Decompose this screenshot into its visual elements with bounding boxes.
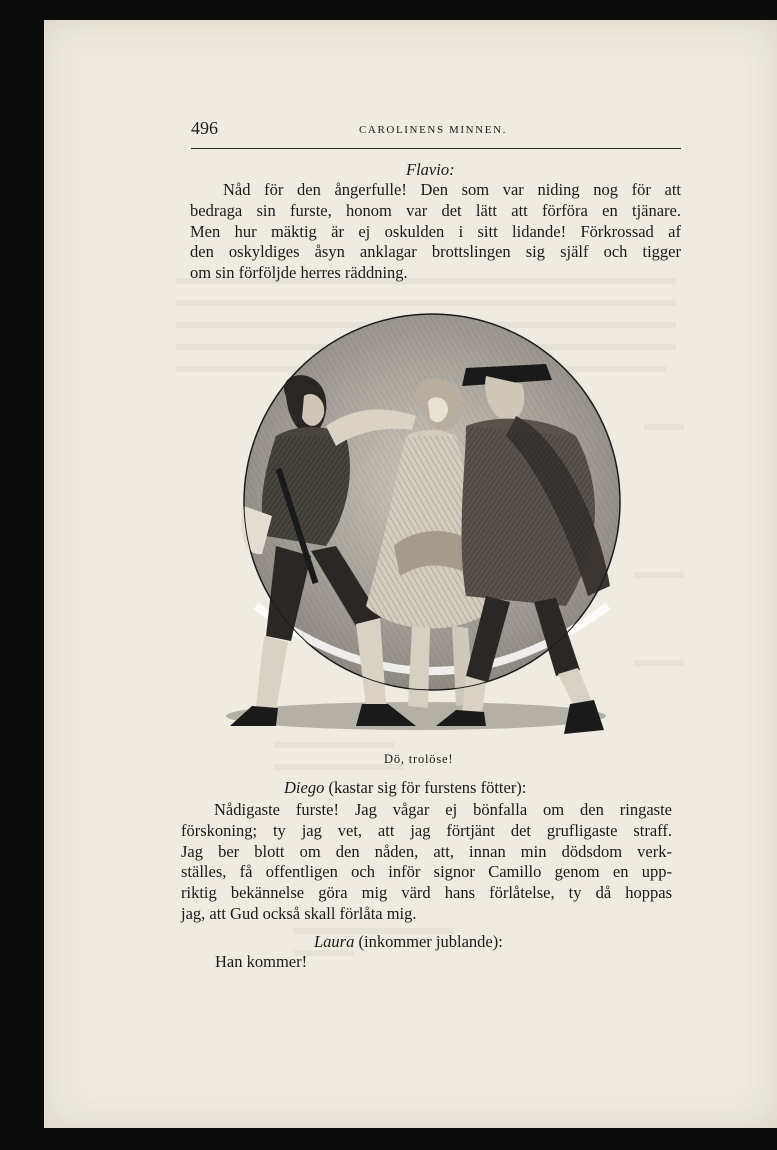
book-page	[44, 20, 777, 1128]
speech-line: om sin förföljde herres räddning.	[190, 263, 408, 283]
speech-line: riktig bekännelse göra mig värd hans förlåtelse, ty då hoppas	[181, 883, 672, 903]
speaker-laura: Laura	[314, 932, 355, 951]
figure-caption: Dö, trolöse!	[384, 752, 454, 766]
speech-line: den oskyldiges åsyn anklagar brottslingen sig själf och tigger	[190, 242, 681, 262]
speaker-diego: Diego	[284, 778, 325, 797]
page-header	[191, 118, 681, 149]
page-number: 496	[191, 118, 218, 138]
speech-line: förskoning; ty jag vet, att jag förtjänt det grufligaste straff.	[181, 820, 672, 840]
speech-line: Han kommer!	[215, 952, 308, 971]
stage-direction-laura: (inkommer jublande):	[358, 932, 503, 951]
speech-line: ställes, få offentligen och inför signor Camillo genom en upp-	[181, 862, 672, 882]
speech-line: Jag ber blott om den nåden, att, innan min dödsdom verk-	[181, 841, 672, 861]
speech-line: jag, att Gud också skall förlåta mig.	[181, 903, 417, 923]
speech-line: Nåd för den ångerfulle! Den som var niding nog för att	[223, 180, 681, 199]
speech-line: Nådigaste furste! Jag vågar ej bönfalla om den ringaste	[214, 800, 672, 819]
speaker-flavio: Flavio:	[406, 160, 455, 179]
illustration-engraving	[216, 306, 638, 746]
laura-speech	[215, 952, 307, 973]
speech-line: bedraga sin furste, honom var det lätt att förföra en tjänare.	[190, 200, 681, 220]
speaker-diego-line	[284, 778, 526, 799]
diego-speech	[181, 800, 672, 925]
flavio-speech	[190, 180, 681, 284]
speaker-laura-line	[314, 932, 503, 953]
stage-direction-diego: (kastar sig för furstens fötter):	[328, 778, 527, 797]
running-title: CAROLINENS MINNEN.	[359, 124, 507, 136]
speech-line: Men hur mäktig är ej oskulden i sitt lidande! Förkrossad af	[190, 221, 681, 241]
